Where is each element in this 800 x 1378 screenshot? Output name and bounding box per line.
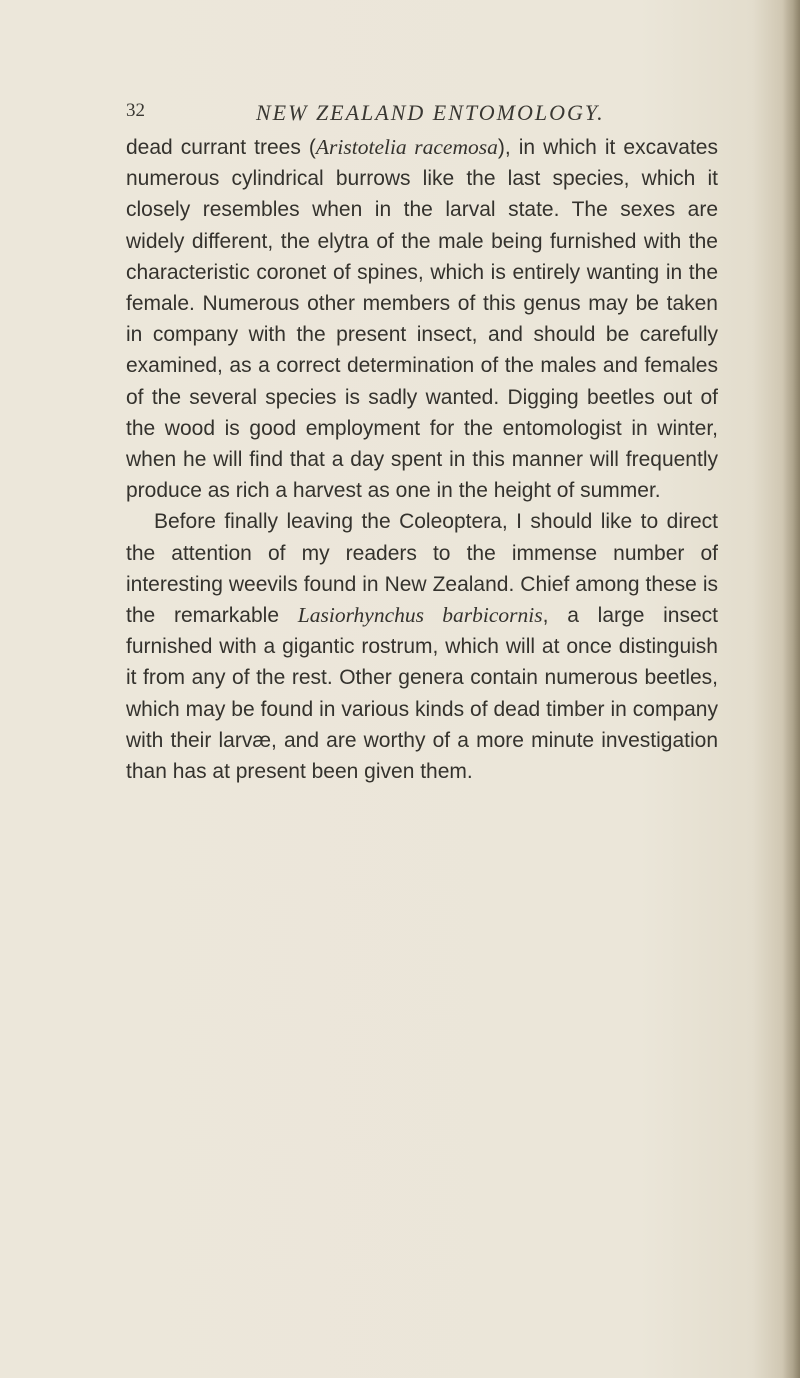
text-segment: dead currant trees ( bbox=[126, 136, 316, 159]
species-name-aristotelia: Aristotelia racemosa bbox=[315, 135, 498, 159]
species-name-lasiorhynchus: Lasiorhynchus barbicornis bbox=[297, 603, 543, 628]
text-segment: Before finally leaving the Coleoptera, I should like to direct the attention of my readers to the immense number of interesting weevils found in New Zealand. Chief among these is the remarkable bbox=[126, 510, 718, 628]
body-text bbox=[126, 132, 718, 787]
paragraph-1 bbox=[126, 132, 718, 506]
running-head: NEW ZEALAND ENTOMOLOGY. bbox=[256, 100, 605, 125]
paragraph-2 bbox=[126, 506, 718, 787]
text-segment: , a large insect furnished with a gigantic rostrum, which will at once distinguish it from any of the rest. Other genera contain numerous beetles, which may be found in various kinds of dead timber in company with their larvæ, and are worthy of a more minute investigation than has at present been given them. bbox=[126, 604, 718, 784]
page-header bbox=[126, 100, 712, 128]
text-segment: ), in which it excavates numerous cylindrical burrows like the last species, which it closely resembles when in the larval state. The sexes are widely different, the elytra of the male being furnished with the characteristic coronet of spines, which is entirely wanting in the female. Numerous other members of this genus may be taken in company with the present insect, and should be carefully examined, as a correct determination of the males and females of the several species is sadly wanted. Digging beetles out of the wood is good employment for the entomologist in winter, when he will find that a day spent in this manner will frequently produce as rich a harvest as one in the height of summer. bbox=[126, 136, 718, 503]
page-number: 32 bbox=[126, 100, 145, 121]
page-edge-shadow bbox=[782, 0, 800, 1378]
